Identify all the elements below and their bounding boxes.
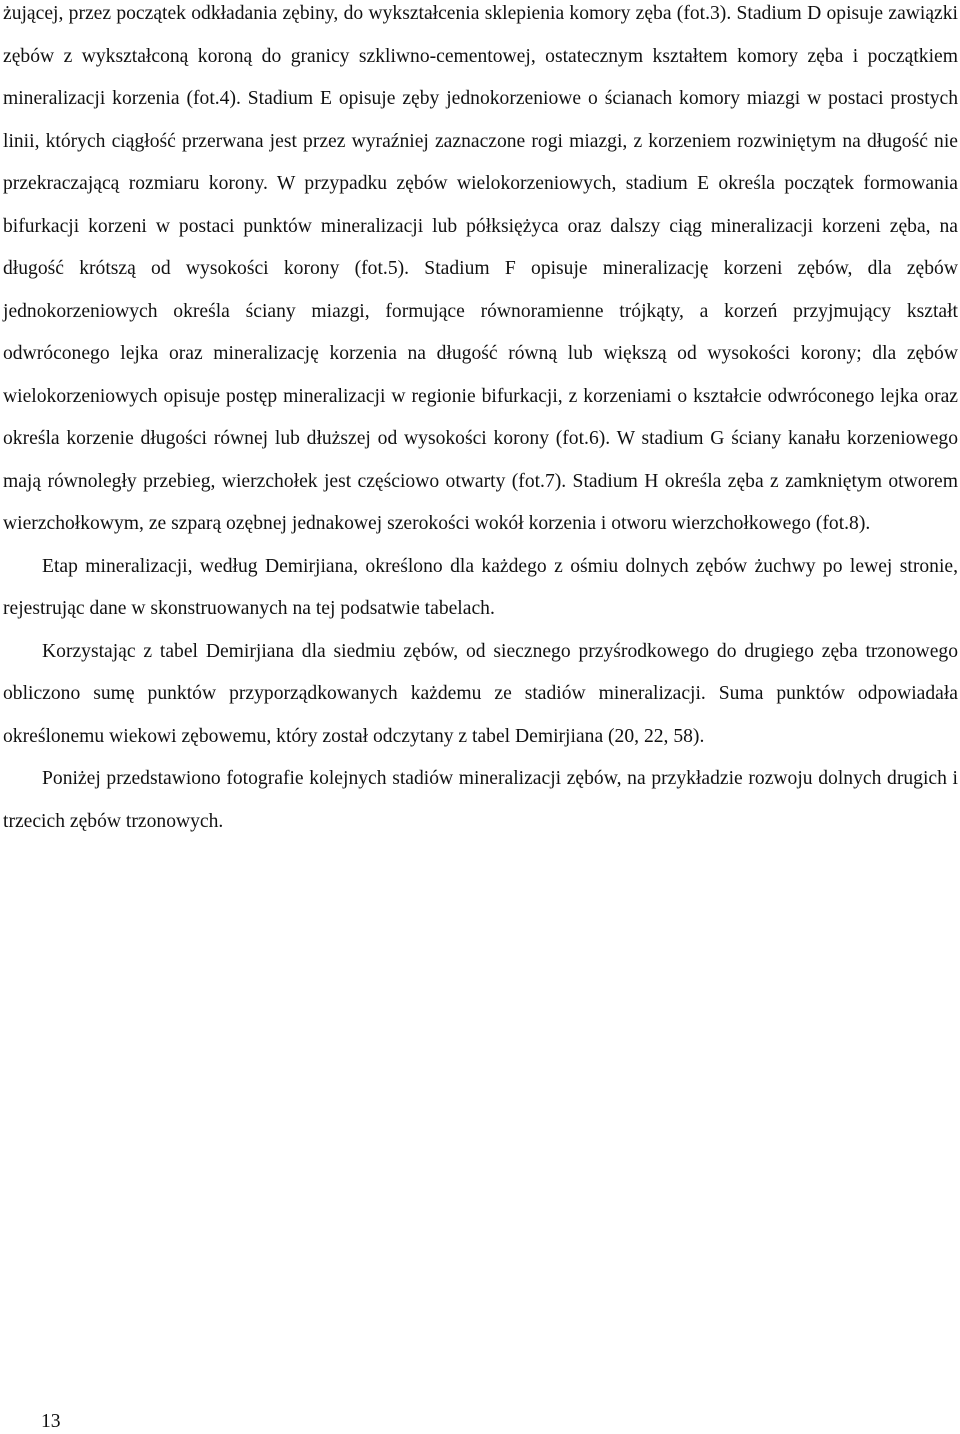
paragraph-mineralization-stage: Etap mineralizacji, według Demirjiana, określono dla każdego z ośmiu dolnych zębów żuchwy po lewej stronie, rejestrując dane w skonstruowanych na tej podsatwie tabelach. (3, 555, 958, 619)
document-page (3, 0, 958, 843)
paragraph-photographs-intro: Poniżej przedstawiono fotografie kolejnych stadiów mineralizacji zębów, na przykładzie rozwoju dolnych drugich i trzecich zębów trzonowych. (3, 768, 958, 832)
paragraph-stages-continuation: żującej, przez początek odkładania zębiny, do wykształcenia sklepienia komory zęba (fot.3). Stadium D opisuje zawiązki zębów z wykształconą koroną do granicy szkliwno-cementowej, ostatecznym kształtem komory zęba i początkiem mineralizacji korzenia (fot.4). Stadium E opisuje zęby jednokorzeniowe o ścianach komory miazgi w postaci prostych linii, których ciągłość przerwana jest przez wyraźniej zaznaczone rogi miazgi, z korzeniem rozwiniętym na długość nie przekraczającą rozmiaru korony. W przypadku zębów wielokorzeniowych, stadium E określa początek formowania bifurkacji korzeni w postaci punktów mineralizacji lub półksiężyca oraz dalszy ciąg mineralizacji korzeni zęba, na długość krótszą od wysokości korony (fot.5). Stadium F opisuje mineralizację korzeni zębów, dla zębów jednokorzeniowych określa ściany miazgi, formujące równoramienne trójkąty, a korzeń przyjmujący kształt odwróconego lejka oraz mineralizację korzenia na długość równą lub większą od wysokości korony; dla zębów wielokorzeniowych opisuje postęp mineralizacji w regionie bifurkacji, z korzeniami o kształcie odwróconego lejka oraz określa korzenie długości równej lub dłuższej od wysokości korony (fot.6). W stadium G ściany kanału korzeniowego mają równoległy przebieg, wierzchołek jest częściowo otwarty (fot.7). Stadium H określa zęba z zamkniętym otworem wierzchołkowym, ze szparą ozębnej jednakowej szerokości wokół korzenia i otworu wierzchołkowego (fot.8). (3, 3, 958, 534)
paragraph-demirjian-tables: Korzystając z tabel Demirjiana dla siedmiu zębów, od siecznego przyśrodkowego do drugiego zęba trzonowego obliczono sumę punktów przyporządkowanych każdemu ze stadiów mineralizacji. Suma punktów odpowiadała określonemu wiekowi zębowemu, który został odczytany z tabel Demirjiana (20, 22, 58). (3, 640, 958, 747)
page-number: 13 (41, 1411, 61, 1432)
